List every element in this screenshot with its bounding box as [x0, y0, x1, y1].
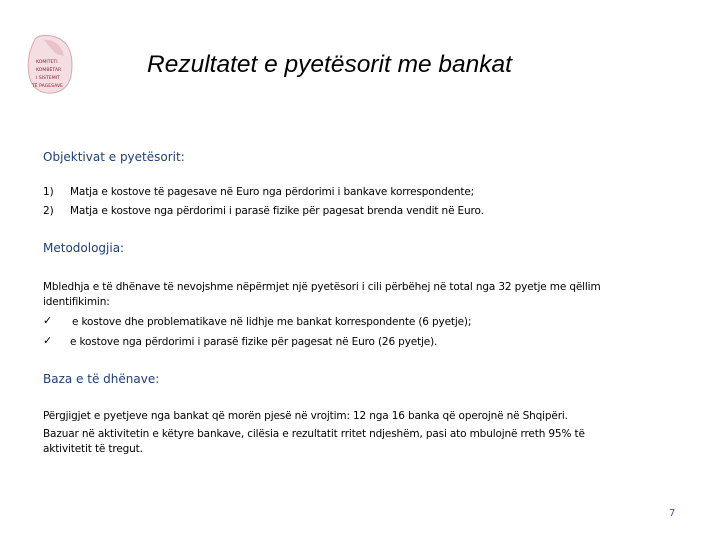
page-number: 7 [669, 508, 676, 519]
methodology-intro-line-1: Mbledhja e të dhënave të nevojshme nëpërmjet një pyetësori i cili përbëhej në total nga 32 pyetje me qëllim [43, 281, 601, 293]
logo-line-4: TË PAGESAVE [32, 84, 64, 89]
slide-title: Rezultatet e pyetësorit me bankat [147, 51, 512, 78]
methodology-bullet-2: e kostove nga përdorimi i parasë fizike për pagesat në Euro (26 pyetje). [70, 336, 438, 348]
logo-line-1: KOMITETI [36, 60, 58, 65]
database-line-1: Përgjigjet e pyetjeve nga bankat që morën pjesë në vrojtim: 12 nga 16 banka që operojnë në Shqipëri. [43, 410, 568, 422]
objective-number-2: 2) [43, 205, 54, 217]
kkspt-logo [26, 34, 76, 94]
objective-text-1: Matja e kostove të pagesave në Euro nga përdorimi i bankave korrespondente; [70, 186, 475, 198]
methodology-bullet-1: e kostove dhe problematikave në lidhje me bankat korrespondente (6 pyetje); [72, 316, 472, 328]
check-icon: ✓ [43, 314, 53, 327]
objective-number-1: 1) [43, 186, 54, 198]
objective-text-2: Matja e kostove nga përdorimi i parasë fizike për pagesat brenda vendit në Euro. [70, 205, 484, 217]
objectives-heading: Objektivat e pyetësorit: [43, 150, 185, 164]
logo-line-2: KOMBËTAR [36, 68, 62, 73]
methodology-heading: Metodologjia: [43, 241, 125, 255]
database-line-3: aktivitetit të tregut. [43, 443, 143, 455]
logo-line-3: I SISTEMIT [36, 76, 60, 81]
database-heading: Baza e të dhënave: [43, 372, 160, 386]
check-icon: ✓ [43, 334, 53, 347]
methodology-intro-line-2: identifikimin: [43, 296, 110, 308]
database-line-2: Bazuar në aktivitetin e këtyre bankave, cilësia e rezultatit rritet ndjeshëm, pasi ato mbulojnë rreth 95% të [43, 428, 585, 440]
